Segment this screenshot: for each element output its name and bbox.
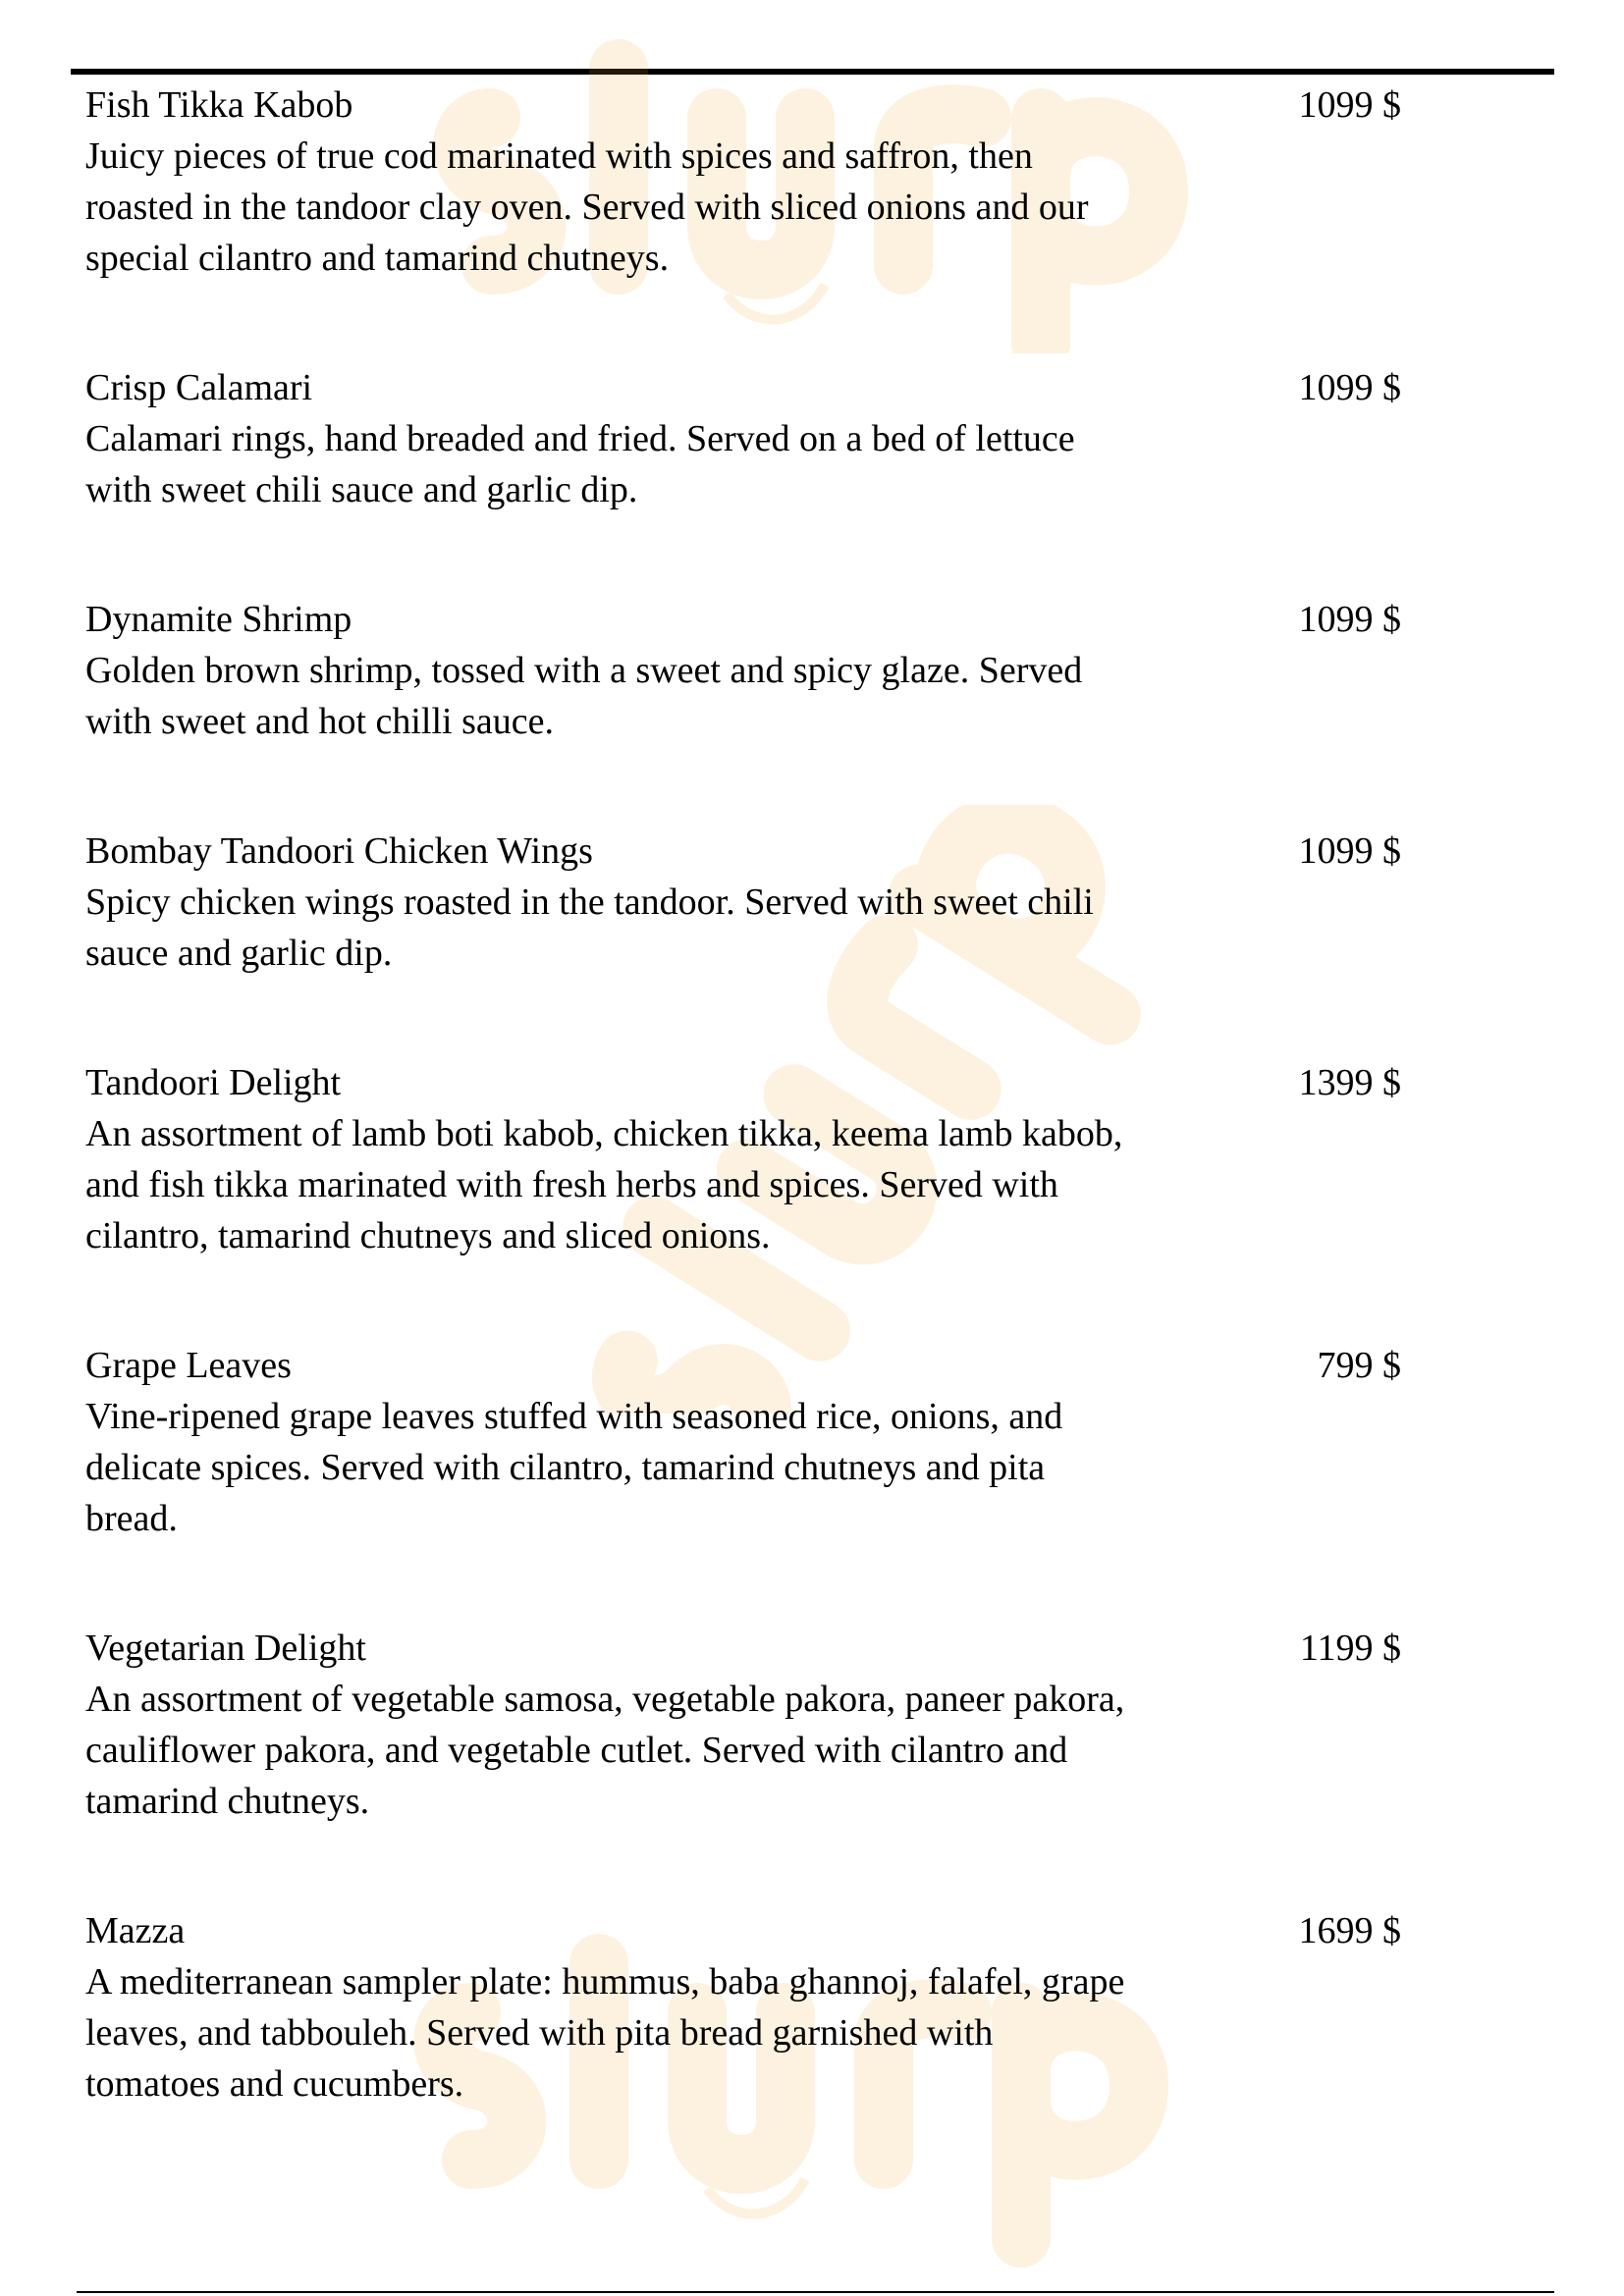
top-rule bbox=[71, 69, 1554, 75]
menu-item-price: 1399 $ bbox=[1298, 1062, 1401, 1103]
menu-item bbox=[85, 1057, 1401, 1261]
menu-item-description: Golden brown shrimp, tossed with a sweet and spicy glaze. Served with sweet and hot chilli sauce. bbox=[85, 650, 1083, 742]
menu-item-description: A mediterranean sampler plate: hummus, baba ghannoj, falafel, grape leaves, and tabbouleh. Served with pita bread garnished with tomatoes and cucumbers. bbox=[85, 1961, 1125, 2105]
menu-item bbox=[85, 1623, 1401, 1827]
menu-item-description: Juicy pieces of true cod marinated with spices and saffron, then roasted in the tandoor clay oven. Served with sliced onions and our special cilantro and tamarind chutneys. bbox=[85, 135, 1089, 279]
menu-item bbox=[85, 362, 1401, 515]
menu-item-name: Crisp Calamari bbox=[85, 367, 313, 408]
menu-item-price: 799 $ bbox=[1317, 1345, 1401, 1386]
menu-item-description: An assortment of lamb boti kabob, chicken tikka, keema lamb kabob, and fish tikka marinated with fresh herbs and spices. Served with cilantro, tamarind chutneys and sliced onions. bbox=[85, 1113, 1123, 1256]
menu-item-name: Fish Tikka Kabob bbox=[85, 84, 353, 126]
menu-item-price: 1099 $ bbox=[1298, 367, 1401, 408]
menu-item-price: 1699 $ bbox=[1298, 1910, 1401, 1951]
menu-item-name: Bombay Tandoori Chicken Wings bbox=[85, 830, 593, 872]
menu-item-price: 1099 $ bbox=[1298, 599, 1401, 640]
menu-item-name: Tandoori Delight bbox=[85, 1062, 342, 1103]
menu-item-price: 1199 $ bbox=[1299, 1628, 1401, 1669]
menu-item-price: 1099 $ bbox=[1298, 84, 1401, 126]
menu-item bbox=[85, 1905, 1401, 2109]
menu-item-name: Grape Leaves bbox=[85, 1345, 292, 1386]
menu-item-name: Dynamite Shrimp bbox=[85, 599, 352, 640]
menu-item-name: Vegetarian Delight bbox=[85, 1628, 366, 1669]
menu-item-description: Spicy chicken wings roasted in the tandoor. Served with sweet chili sauce and garlic dip. bbox=[85, 881, 1094, 974]
menu-item bbox=[85, 594, 1401, 747]
menu-item-price: 1099 $ bbox=[1298, 830, 1401, 872]
bottom-rule bbox=[77, 2291, 1554, 2293]
menu-item bbox=[85, 826, 1401, 979]
menu-item bbox=[85, 1340, 1401, 1544]
menu-item bbox=[85, 80, 1401, 284]
menu-item-description: Vine-ripened grape leaves stuffed with seasoned rice, onions, and delicate spices. Served with cilantro, tamarind chutneys and pita bread. bbox=[85, 1396, 1063, 1539]
menu-item-description: Calamari rings, hand breaded and fried. Served on a bed of lettuce with sweet chili sauce and garlic dip. bbox=[85, 418, 1075, 510]
menu-item-description: An assortment of vegetable samosa, vegetable pakora, paneer pakora, cauliflower pakora, and vegetable cutlet. Served with cilantro and tamarind chutneys. bbox=[85, 1679, 1125, 1822]
menu-item-name: Mazza bbox=[85, 1910, 186, 1951]
menu-list bbox=[85, 80, 1401, 2109]
